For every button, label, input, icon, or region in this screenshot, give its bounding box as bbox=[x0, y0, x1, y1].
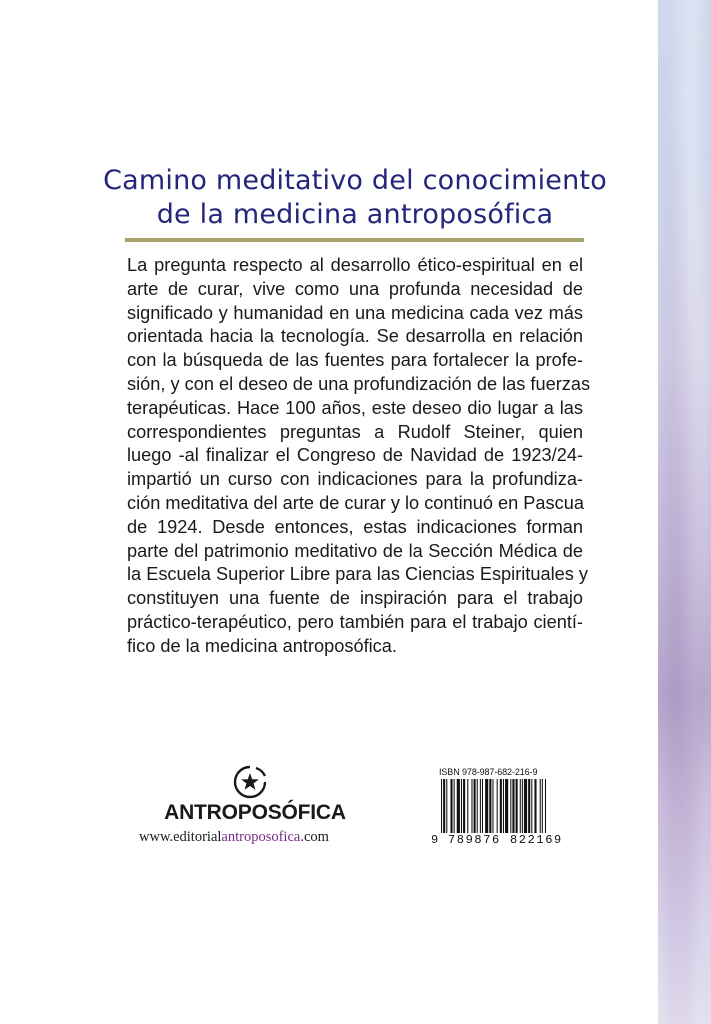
title-line-2: de la medicina antroposófica bbox=[156, 199, 554, 230]
barcode-bar bbox=[443, 779, 445, 833]
barcode-bar bbox=[492, 779, 493, 833]
barcode-bar bbox=[516, 779, 518, 833]
barcode-digits-right: 822169 bbox=[510, 833, 563, 847]
synopsis-line: terapéuticas. Hace 100 años, este deseo dio lugar a las bbox=[127, 397, 583, 418]
barcode-bar bbox=[480, 779, 481, 833]
synopsis-line: ción meditativa del arte de curar y lo continuó en Pascua bbox=[127, 492, 584, 513]
barcode-bar bbox=[477, 779, 478, 833]
barcode-bar bbox=[461, 779, 462, 833]
barcode-bar bbox=[485, 779, 488, 833]
synopsis-line: con la búsqueda de las fuentes para fortalecer la profe- bbox=[127, 350, 583, 371]
barcode-bar bbox=[489, 779, 491, 833]
synopsis-line: significado y humanidad en una medicina cada vez más bbox=[127, 302, 583, 323]
synopsis-line: parte del patrimonio meditativo de la Sección Médica de bbox=[127, 540, 583, 561]
barcode-bar bbox=[542, 779, 543, 833]
synopsis-line: impartió un curso con indicaciones para la profundiza- bbox=[127, 469, 583, 490]
barcode-bar bbox=[531, 779, 532, 833]
synopsis-line: práctico-terapéutico, pero también para el trabajo cientí- bbox=[127, 611, 583, 632]
barcode-bar bbox=[520, 779, 521, 833]
publisher-website[interactable] bbox=[139, 829, 329, 846]
title-line-1: Camino meditativo del conocimiento bbox=[103, 165, 607, 196]
barcode-bar bbox=[512, 779, 514, 833]
barcode-digits-left: 789876 bbox=[448, 833, 501, 847]
synopsis-line: orientada hacia la tecnología. Se desarrolla en relación bbox=[127, 326, 583, 347]
barcode-bar bbox=[441, 779, 442, 833]
synopsis-line: sión, y con el deseo de una profundización de las fuerzas bbox=[127, 373, 591, 394]
barcode-bars bbox=[431, 779, 573, 835]
synopsis-line: constituyen una fuente de inspiración para el trabajo bbox=[127, 588, 583, 609]
website-accent: antroposofica bbox=[221, 829, 301, 845]
website-suffix: .com bbox=[300, 829, 329, 845]
barcode-bar bbox=[524, 779, 527, 833]
synopsis-line: La pregunta respecto al desarrollo ético-espiritual en el bbox=[127, 255, 583, 275]
barcode-bar bbox=[463, 779, 465, 833]
star-seal-icon bbox=[232, 764, 268, 800]
barcode-digit-first: 9 bbox=[431, 833, 439, 847]
barcode-bar bbox=[505, 779, 508, 833]
spine-texture bbox=[658, 0, 711, 1024]
barcode-bar bbox=[497, 779, 498, 833]
isbn-barcode bbox=[431, 767, 573, 853]
barcode-bar bbox=[482, 779, 483, 833]
barcode-bar bbox=[540, 779, 541, 833]
synopsis-paragraph bbox=[127, 254, 591, 659]
synopsis-line: arte de curar, vive como una profunda necesidad de bbox=[127, 278, 583, 299]
barcode-bar bbox=[522, 779, 523, 833]
synopsis-line: fico de la medicina antroposófica. bbox=[127, 635, 397, 656]
website-prefix: www.editorial bbox=[139, 829, 222, 845]
barcode-bar bbox=[528, 779, 530, 833]
synopsis-line: luego -al finalizar el Congreso de Navidad de 1923/24- bbox=[127, 445, 583, 466]
barcode-bar bbox=[467, 779, 468, 833]
barcode-bar bbox=[446, 779, 447, 833]
synopsis-line: la Escuela Superior Libre para las Ciencias Espirituales y bbox=[127, 564, 588, 585]
book-title bbox=[100, 164, 610, 232]
synopsis-line: correspondientes preguntas a Rudolf Steiner, quien bbox=[127, 421, 583, 442]
barcode-bar bbox=[503, 779, 504, 833]
barcode-bar bbox=[457, 779, 460, 833]
title-divider bbox=[125, 238, 584, 242]
barcode-bar bbox=[450, 779, 452, 833]
isbn-label: ISBN 978-987-682-216-9 bbox=[439, 767, 538, 777]
barcode-bar bbox=[545, 779, 546, 833]
barcode-bar bbox=[534, 779, 536, 833]
synopsis-line: de 1924. Desde entonces, estas indicaciones forman bbox=[127, 516, 583, 537]
barcode-bar bbox=[500, 779, 502, 833]
barcode-digits bbox=[431, 833, 573, 849]
barcode-bar bbox=[510, 779, 511, 833]
barcode-bar bbox=[471, 779, 472, 833]
barcode-bar bbox=[474, 779, 476, 833]
barcode-bar bbox=[454, 779, 455, 833]
publisher-name: ANTROPOSÓFICA bbox=[164, 801, 346, 824]
